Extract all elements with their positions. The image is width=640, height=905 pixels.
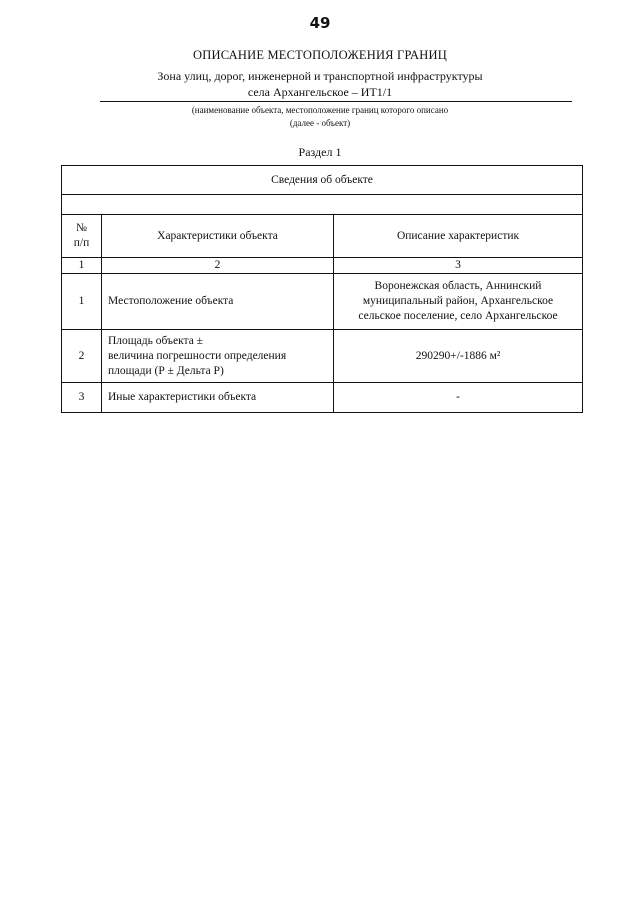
row-description: 290290+/-1886 м² [334,330,583,383]
object-caption-line-1: (наименование объекта, местоположение границ которого описано [191,105,449,115]
object-name-line-2: села Архангельское – ИТ1/1 [247,85,393,99]
table-empty-row [62,195,583,215]
object-name-underline [100,101,572,102]
row-characteristic [102,330,334,383]
header-number-cell [62,215,102,258]
row-number: 3 [62,383,102,413]
description-line: сельское поселение, село Архангельское [358,310,558,322]
object-name-caption [0,104,640,130]
table-empty-cell [62,195,583,215]
characteristic-line: Площадь объекта ± [108,334,203,347]
header-description: Описание характеристик [334,215,583,258]
table-header-row [62,215,583,258]
section-title: Раздел 1 [298,145,342,159]
description-line: Воронежская область, Аннинский [374,280,542,292]
header-number-symbol: № [76,222,87,234]
column-number-3: 3 [334,258,583,274]
object-name-line-1: Зона улиц, дорог, инженерной и транспортной инфраструктуры [157,69,483,83]
header-number-abbr: п/п [73,237,90,249]
object-info-table [61,165,583,413]
table-caption: Сведения об объекте [62,166,583,195]
description-line: муниципальный район, Архангельское [362,295,554,307]
row-description [334,274,583,330]
table-column-numbers-row [62,258,583,274]
page-number: 49 [309,14,331,32]
object-name [0,68,640,100]
characteristic-line: площади (Р ± Дельта Р) [108,364,224,377]
row-description: - [334,383,583,413]
column-number-2: 2 [102,258,334,274]
characteristic-line: величина погрешности определения [108,349,287,362]
table-row [62,330,583,383]
object-caption-line-2: (далее - объект) [289,118,351,128]
row-number: 1 [62,274,102,330]
table-row [62,383,583,413]
table-caption-row [62,166,583,195]
table-row [62,274,583,330]
row-number: 2 [62,330,102,383]
document-title: ОПИСАНИЕ МЕСТОПОЛОЖЕНИЯ ГРАНИЦ [193,48,447,62]
header-characteristic: Характеристики объекта [102,215,334,258]
column-number-1: 1 [62,258,102,274]
row-characteristic: Иные характеристики объекта [102,383,334,413]
row-characteristic: Местоположение объекта [102,274,334,330]
